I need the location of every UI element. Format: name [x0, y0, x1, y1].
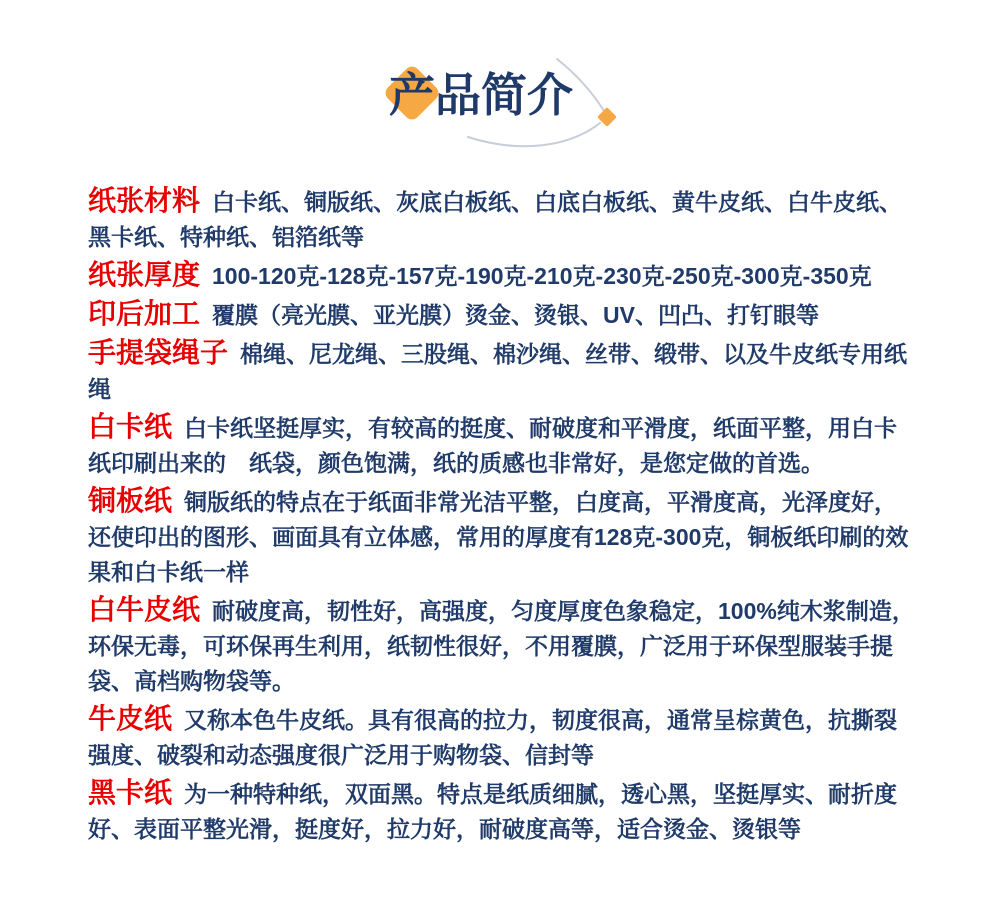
spec-section [88, 335, 918, 407]
spec-label: 白卡纸 [88, 411, 173, 442]
spec-section [88, 701, 918, 773]
spec-section [88, 592, 918, 699]
spec-section [88, 296, 918, 333]
spec-text: 覆膜（亮光膜、亚光膜）烫金、烫银、UV、凹凸、打钉眼等 [212, 302, 819, 328]
spec-section [88, 483, 918, 590]
spec-label: 黑卡纸 [88, 777, 173, 808]
spec-label: 纸张材料 [88, 185, 201, 216]
spec-section [88, 775, 918, 847]
spec-label: 铜板纸 [88, 485, 173, 516]
spec-text: 铜版纸的特点在于纸面非常光洁平整，白度高，平滑度高，光泽度好，还使印出的图形、画面具有立体感，常用的厚度有128克-300克，铜板纸印刷的效果和白卡纸一样 [88, 489, 909, 585]
product-specs [88, 183, 918, 849]
spec-label: 印后加工 [88, 298, 201, 329]
spec-label: 白牛皮纸 [88, 594, 201, 625]
spec-section [88, 257, 918, 294]
spec-text: 耐破度高，韧性好，高强度，匀度厚度色象稳定，100%纯木浆制造，环保无毒，可环保再生利用，纸韧性很好，不用覆膜，广泛用于环保型服装手提袋、高档购物袋等。 [88, 598, 915, 694]
spec-text: 白卡纸坚挺厚实，有较高的挺度、耐破度和平滑度，纸面平整，用白卡纸印刷出来的 纸袋，颜色饱满，纸的质感也非常好，是您定做的首选。 [88, 415, 898, 476]
spec-label: 手提袋绳子 [88, 337, 229, 368]
spec-text: 又称本色牛皮纸。具有很高的拉力，韧度很高，通常呈棕黄色，抗撕裂强度、破裂和动态强度很广泛用于购物袋、信封等 [88, 707, 898, 768]
spec-text: 白卡纸、铜版纸、灰底白板纸、白底白板纸、黄牛皮纸、白牛皮纸、黑卡纸、特种纸、铝箔纸等 [88, 189, 903, 250]
swoosh-lower-curve [468, 123, 600, 146]
page-title: 产品简介 [389, 69, 573, 121]
spec-label: 纸张厚度 [88, 259, 201, 290]
spec-text: 棉绳、尼龙绳、三股绳、棉沙绳、丝带、缎带、以及牛皮纸专用纸绳 [88, 341, 908, 402]
spec-label: 牛皮纸 [88, 703, 173, 734]
spec-text: 100-120克-128克-157克-190克-210克-230克-250克-300克-350克 [212, 263, 872, 289]
spec-text: 为一种特种纸，双面黑。特点是纸质细腻，透心黑，坚挺厚实、耐折度好、表面平整光滑，挺度好，拉力好，耐破度高等，适合烫金、烫银等 [88, 781, 898, 842]
spec-section [88, 183, 918, 255]
spec-section [88, 409, 918, 481]
header [0, 0, 1000, 178]
